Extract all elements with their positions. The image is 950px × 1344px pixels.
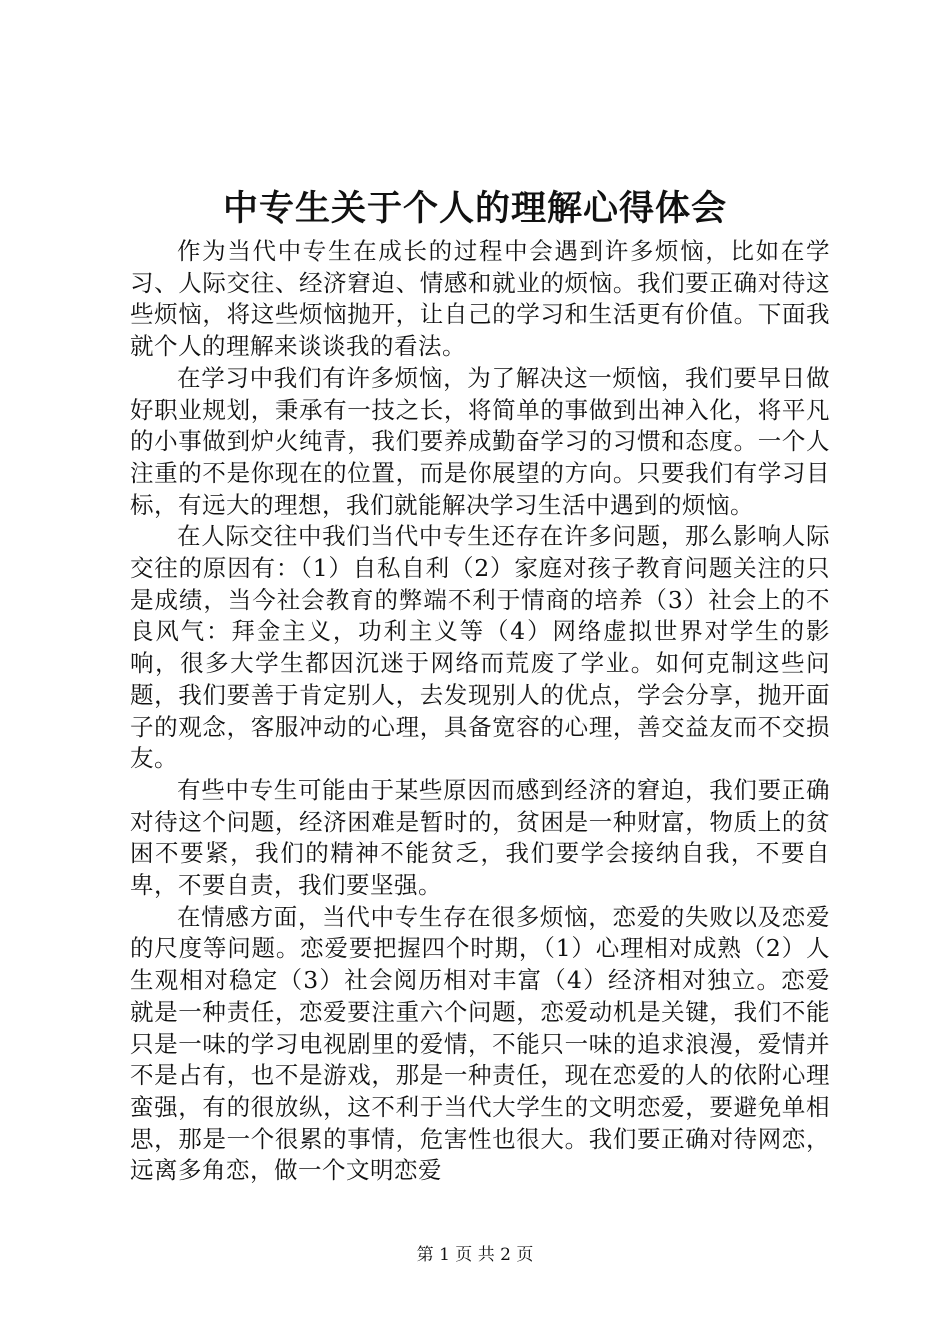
paragraph-intro: 作为当代中专生在成长的过程中会遇到许多烦恼，比如在学习、人际交往、经济窘迫、情感和就业的烦恼。我们要正确对待这些烦恼，将这些烦恼抛开，让自己的学习和生活更有价值。下面我就个人的理解来谈谈我的看法。 <box>130 237 830 361</box>
paragraph-social: 在人际交往中我们当代中专生还存在许多问题，那么影响人际交往的原因有：（1）自私自利（2）家庭对孩子教育问题关注的只是成绩，当今社会教育的弊端不利于情商的培养（3）社会上的不良风气：拜金主义，功利主义等（4）网络虚拟世界对学生的影响，很多大学生都因沉迷于网络而荒废了学业。如何克制这些问题，我们要善于肯定别人，去发现别人的优点，学会分享，抛开面子的观念，客服冲动的心理，具备宽容的心理，善交益友而不交损友。 <box>130 522 830 773</box>
paragraph-economy: 有些中专生可能由于某些原因而感到经济的窘迫，我们要正确对待这个问题，经济困难是暂时的，贫困是一种财富，物质上的贫困不要紧，我们的精神不能贫乏，我们要学会接纳自我，不要自卑，不要自责，我们要坚强。 <box>130 775 830 900</box>
paragraph-study: 在学习中我们有许多烦恼，为了解决这一烦恼，我们要早日做好职业规划，秉承有一技之长，将简单的事做到出神入化，将平凡的小事做到炉火纯青，我们要养成勤奋学习的习惯和态度。一个人注重的不是你现在的位置，而是你展望的方向。只要我们有学习目标，有远大的理想，我们就能解决学习生活中遇到的烦恼。 <box>130 363 830 519</box>
document-body <box>130 236 830 1187</box>
page-number-footer: 第 1 页 共 2 页 <box>416 1245 534 1265</box>
document-title: 中专生关于个人的理解心得体会 <box>222 188 727 229</box>
paragraph-emotion: 在情感方面，当代中专生存在很多烦恼，恋爱的失败以及恋爱的尺度等问题。恋爱要把握四个时期，（1）心理相对成熟（2）人生观相对稳定（3）社会阅历相对丰富（4）经济相对独立。恋爱就是一种责任，恋爱要注重六个问题，恋爱动机是关键，我们不能只是一味的学习电视剧里的爱情，不能只一味的追求浪漫，爱情并不是占有，也不是游戏，那是一种责任，现在恋爱的人的依附心理蛮强，有的很放纵，这不利于当代大学生的文明恋爱，要避免单相思，那是一个很累的事情，危害性也很大。我们要正确对待网恋，远离多角恋，做一个文明恋爱 <box>130 902 830 1185</box>
